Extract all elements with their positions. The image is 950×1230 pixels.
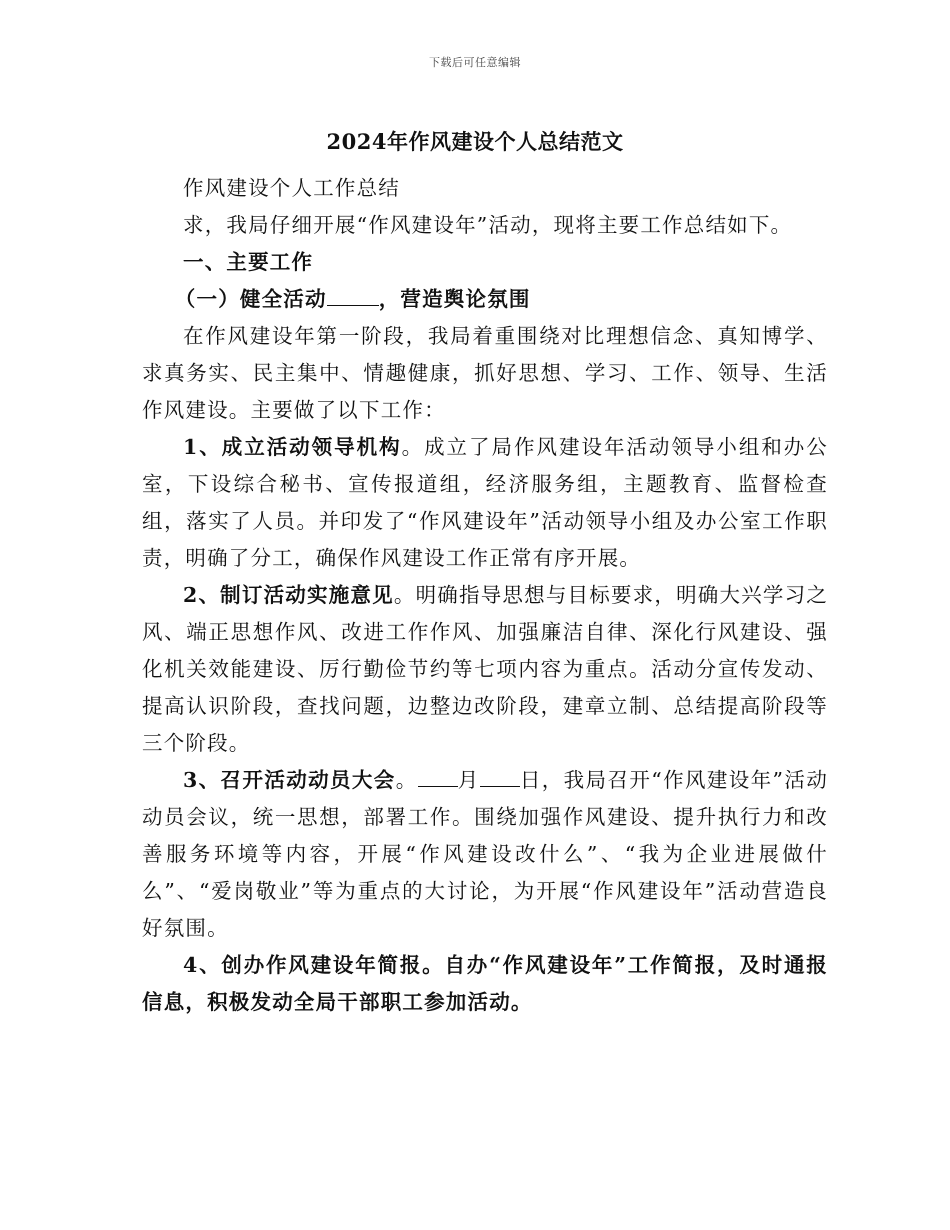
section-heading [142, 244, 828, 281]
paragraph-item-1 [142, 429, 828, 577]
paragraph-item-3 [142, 762, 828, 947]
header-note: 下载后可任意编辑 [429, 56, 521, 69]
paragraph-stage-one [142, 318, 828, 429]
subsection-heading-part1: （一）健全活动 [174, 287, 327, 311]
blank-month [418, 764, 458, 787]
item-1-text: 。成立了局作风建设年活动领导小组和办公室，下设综合秘书、宣传报道组，经济服务组，主题教育、监督检查组，落实了人员。并印发了“作风建设年”活动领导小组及办公室工作职责，明确了分工，确保作风建设工作正常有序开展。 [142, 435, 828, 570]
item-3-title: 3、召开活动动员大会 [183, 768, 396, 792]
paragraph-item-4 [142, 947, 828, 1021]
item-3-month-label: 月 [457, 768, 480, 792]
paragraph-item-2 [142, 577, 828, 762]
item-2-text: 。明确指导思想与目标要求，明确大兴学习之风、端正思想作风、改进工作作风、加强廉洁自律、深化行风建设、强化机关效能建设、厉行勤俭节约等七项内容为重点。活动分宣传发动、提高认识阶段，查找问题，边整边改阶段，建章立制、总结提高阶段等三个阶段。 [142, 583, 829, 755]
paragraph-intro [142, 207, 828, 244]
item-3-text: 日，我局召开“作风建设年”活动动员会议，统一思想，部署工作。围绕加强作风建设、提升执行力和改善服务环境等内容，开展“作风建设改什么”、“我为企业进展做什么”、“爱岗敬业”等为重点的大讨论，为开展“作风建设年”活动营造良好氛围。 [142, 768, 829, 940]
intro-text: 求，我局仔细开展“作风建设年”活动，现将主要工作总结如下。 [183, 213, 793, 237]
blank-day [480, 764, 520, 787]
subsection-heading-part2: ，营造舆论氛围 [378, 287, 531, 311]
section-heading-text: 一、主要工作 [183, 250, 314, 274]
item-3-separator: 。 [395, 768, 418, 792]
stage-one-text: 在作风建设年第一阶段，我局着重围绕对比理想信念、真知博学、求真务实、民主集中、情趣健康，抓好思想、学习、工作、领导、生活作风建设。主要做了以下工作： [142, 324, 828, 422]
item-1-title: 1、成立活动领导机构 [183, 435, 402, 459]
document-title: 2024年作风建设个人总结范文 [326, 129, 624, 154]
subtitle-text: 作风建设个人工作总结 [183, 176, 400, 200]
document-body [142, 170, 828, 1021]
paragraph-subtitle [142, 170, 828, 207]
blank-field [327, 283, 379, 306]
item-4-text: 4、创办作风建设年简报。自办“作风建设年”工作简报，及时通报信息，积极发动全局干部职工参加活动。 [142, 953, 828, 1014]
item-2-title: 2、制订活动实施意见 [183, 583, 394, 607]
subsection-heading [142, 281, 828, 318]
